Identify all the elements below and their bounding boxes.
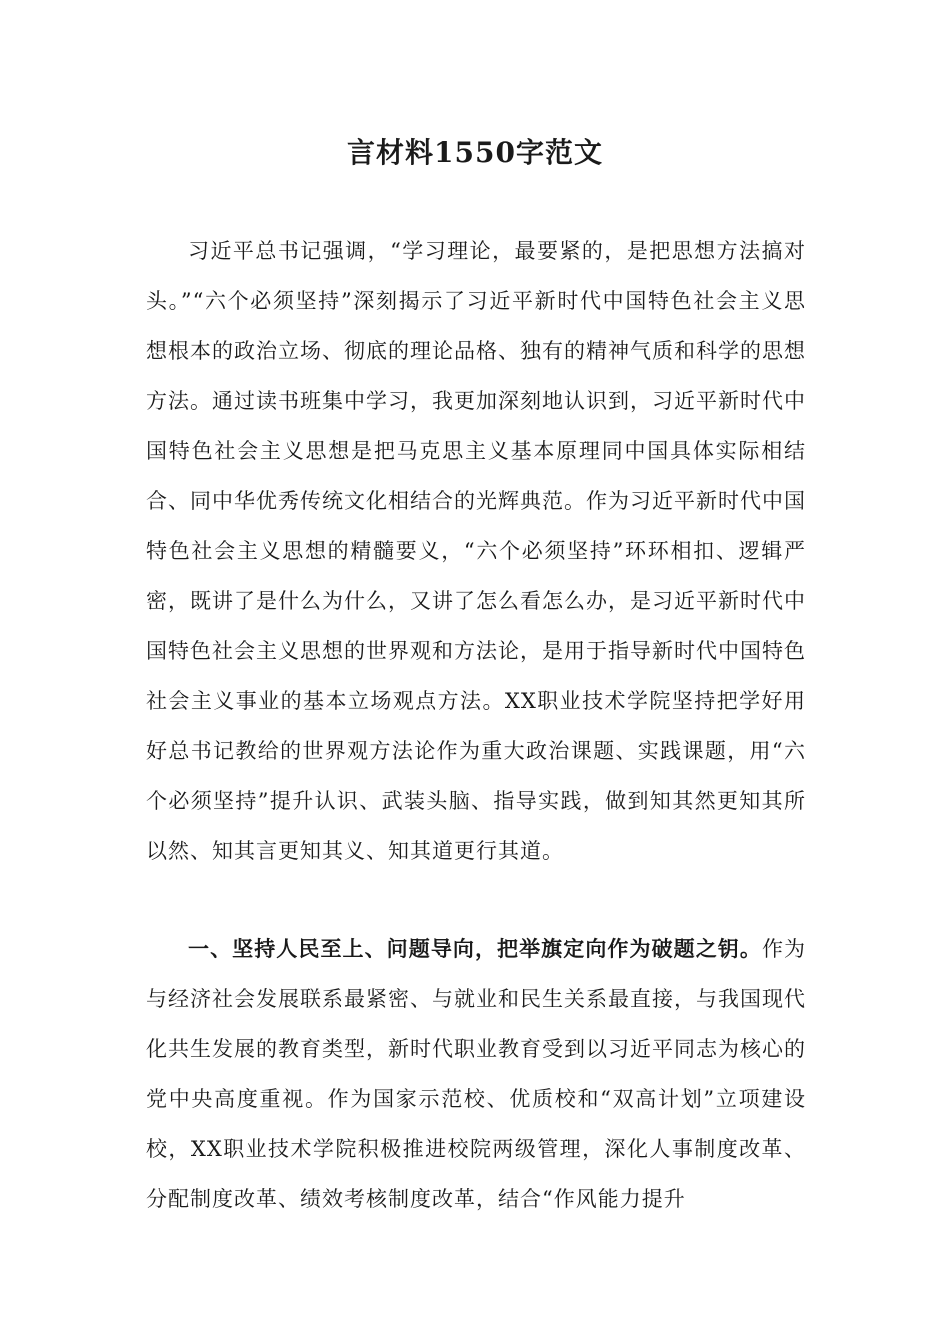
section-one-heading: 一、坚持人民至上、问题导向，把举旗定向作为破题之钥。 — [188, 936, 762, 961]
paragraph-intro-text: 习近平总书记强调，“学习理论，最要紧的，是把思想方法搞对头。”“六个必须坚持”深刻揭示了习近平新时代中国特色社会主义思想根本的政治立场、彻底的理论品格、独有的精神气质和科学的思想方法。通过读书班集中学习，我更加深刻地认识到，习近平新时代中国特色社会主义思想是把马克思主义基本原理同中国具体实际相结合、同中华优秀传统文化相结合的光辉典范。作为习近平新时代中国特色社会主义思想的精髓要义，“六个必须坚持”环环相扣、逻辑严密，既讲了是什么为什么，又讲了怎么看怎么办，是习近平新时代中国特色社会主义思想的世界观和方法论，是用于指导新时代中国特色社会主义事业的基本立场观点方法。XX职业技术学院坚持把学好用好总书记教给的世界观方法论作为重大政治课题、实践课题，用“六个必须坚持”提升认识、武装头脑、指导实践，做到知其然更知其所以然、知其言更知其义、知其道更行其道。 — [146, 239, 806, 863]
document-title: 言材料1550字范文 — [347, 136, 603, 169]
paragraph-intro — [146, 226, 806, 876]
section-one-text: 作为与经济社会发展联系最紧密、与就业和民生关系最直接，与我国现代化共生发展的教育类型，新时代职业教育受到以习近平同志为核心的党中央高度重视。作为国家示范校、优质校和“双高计划”立项建设校，XX职业技术学院积极推进校院两级管理，深化人事制度改革、分配制度改革、绩效考核制度改革，结合“作风能力提升 — [146, 937, 807, 1211]
paragraph-section-one — [146, 924, 806, 1224]
